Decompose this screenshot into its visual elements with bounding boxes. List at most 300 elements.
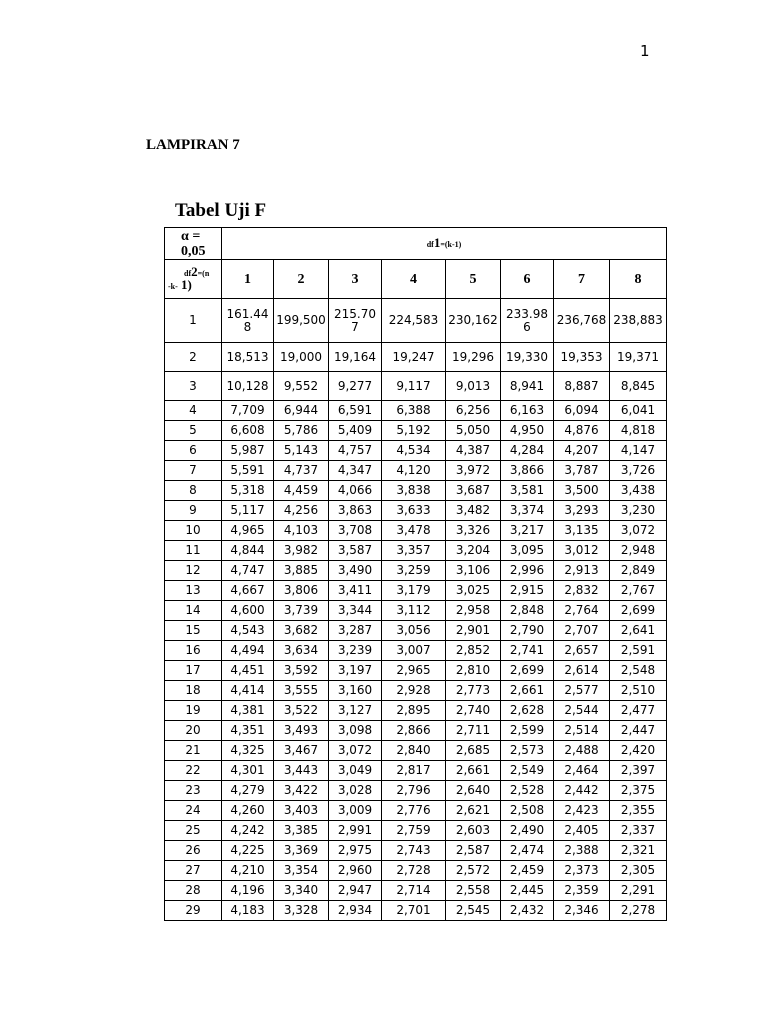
table-cell: 3,385 bbox=[274, 821, 329, 841]
table-cell: 3,478 bbox=[382, 521, 446, 541]
table-cell: 3,369 bbox=[274, 841, 329, 861]
table-cell: 2,790 bbox=[501, 621, 554, 641]
table-cell: 2,474 bbox=[501, 841, 554, 861]
table-cell: 2,848 bbox=[501, 601, 554, 621]
table-cell: 2,832 bbox=[554, 581, 610, 601]
table-cell: 2,388 bbox=[554, 841, 610, 861]
table-cell: 3,443 bbox=[274, 761, 329, 781]
table-row bbox=[165, 681, 667, 701]
row-df-label: 10 bbox=[165, 521, 222, 541]
table-cell: 2,895 bbox=[382, 701, 446, 721]
table-cell: 2,866 bbox=[382, 721, 446, 741]
table-cell: 3,787 bbox=[554, 461, 610, 481]
table-cell: 4,207 bbox=[554, 441, 610, 461]
df2-prefix: df bbox=[184, 269, 192, 278]
row-df-label: 7 bbox=[165, 461, 222, 481]
table-cell: 3,112 bbox=[382, 601, 446, 621]
row-df-label: 5 bbox=[165, 421, 222, 441]
df1-suffix: =(k-1) bbox=[440, 240, 462, 249]
page-number: 1 bbox=[640, 42, 650, 60]
row-df-label: 23 bbox=[165, 781, 222, 801]
column-header: 8 bbox=[610, 260, 667, 299]
table-cell: 5,143 bbox=[274, 441, 329, 461]
table-cell: 3,726 bbox=[610, 461, 667, 481]
table-cell: 4,284 bbox=[501, 441, 554, 461]
table-cell: 4,757 bbox=[329, 441, 382, 461]
table-cell: 2,840 bbox=[382, 741, 446, 761]
table-cell: 3,127 bbox=[329, 701, 382, 721]
row-df-label: 26 bbox=[165, 841, 222, 861]
row-df-label: 8 bbox=[165, 481, 222, 501]
table-row bbox=[165, 781, 667, 801]
table-cell: 3,072 bbox=[610, 521, 667, 541]
table-row bbox=[165, 861, 667, 881]
table-cell: 2,355 bbox=[610, 801, 667, 821]
table-cell: 2,699 bbox=[610, 601, 667, 621]
table-cell: 2,661 bbox=[446, 761, 501, 781]
df2-header bbox=[165, 260, 222, 299]
table-cell: 3,293 bbox=[554, 501, 610, 521]
table-cell: 2,373 bbox=[554, 861, 610, 881]
table-cell: 3,217 bbox=[501, 521, 554, 541]
df1-sub: 1 bbox=[433, 235, 441, 250]
table-cell: 2,707 bbox=[554, 621, 610, 641]
table-cell: 4,950 bbox=[501, 421, 554, 441]
table-cell: 4,876 bbox=[554, 421, 610, 441]
df2-line2a: -k- bbox=[168, 282, 178, 291]
table-cell: 2,464 bbox=[554, 761, 610, 781]
table-cell: 6,944 bbox=[274, 401, 329, 421]
table-cell: 3,863 bbox=[329, 501, 382, 521]
table-row bbox=[165, 461, 667, 481]
table-cell: 3,739 bbox=[274, 601, 329, 621]
table-row bbox=[165, 761, 667, 781]
row-df-label: 17 bbox=[165, 661, 222, 681]
table-cell: 2,591 bbox=[610, 641, 667, 661]
table-cell: 2,685 bbox=[446, 741, 501, 761]
table-cell: 3,687 bbox=[446, 481, 501, 501]
table-cell: 2,996 bbox=[501, 561, 554, 581]
table-cell: 3,354 bbox=[274, 861, 329, 881]
table-cell: 2,776 bbox=[382, 801, 446, 821]
table-cell: 215.707 bbox=[329, 299, 382, 343]
table-cell: 3,197 bbox=[329, 661, 382, 681]
table-cell: 224,583 bbox=[382, 299, 446, 343]
row-df-label: 18 bbox=[165, 681, 222, 701]
table-cell: 4,387 bbox=[446, 441, 501, 461]
table-cell: 6,388 bbox=[382, 401, 446, 421]
table-row bbox=[165, 372, 667, 401]
table-cell: 4,543 bbox=[222, 621, 274, 641]
table-row bbox=[165, 521, 667, 541]
table-cell: 3,806 bbox=[274, 581, 329, 601]
alpha-value: 0,05 bbox=[181, 243, 206, 259]
table-cell: 3,972 bbox=[446, 461, 501, 481]
table-cell: 8,941 bbox=[501, 372, 554, 401]
table-cell: 2,901 bbox=[446, 621, 501, 641]
table-cell: 2,965 bbox=[382, 661, 446, 681]
table-cell: 4,256 bbox=[274, 501, 329, 521]
table-cell: 4,414 bbox=[222, 681, 274, 701]
table-cell: 4,301 bbox=[222, 761, 274, 781]
table-cell: 2,337 bbox=[610, 821, 667, 841]
table-cell: 3,592 bbox=[274, 661, 329, 681]
table-row bbox=[165, 421, 667, 441]
table-cell: 2,740 bbox=[446, 701, 501, 721]
table-cell: 2,640 bbox=[446, 781, 501, 801]
table-cell: 2,759 bbox=[382, 821, 446, 841]
table-cell: 3,340 bbox=[274, 881, 329, 901]
table-cell: 3,179 bbox=[382, 581, 446, 601]
table-cell: 3,581 bbox=[501, 481, 554, 501]
column-header: 4 bbox=[382, 260, 446, 299]
row-df-label: 13 bbox=[165, 581, 222, 601]
table-cell: 3,490 bbox=[329, 561, 382, 581]
table-cell: 4,965 bbox=[222, 521, 274, 541]
table-row bbox=[165, 701, 667, 721]
table-cell: 3,633 bbox=[382, 501, 446, 521]
row-df-label: 15 bbox=[165, 621, 222, 641]
table-cell: 3,374 bbox=[501, 501, 554, 521]
table-row bbox=[165, 441, 667, 461]
table-cell: 5,786 bbox=[274, 421, 329, 441]
table-cell: 2,459 bbox=[501, 861, 554, 881]
table-cell: 2,321 bbox=[610, 841, 667, 861]
df2-sub: 2 bbox=[191, 264, 198, 279]
table-cell: 2,544 bbox=[554, 701, 610, 721]
row-df-label: 27 bbox=[165, 861, 222, 881]
table-cell: 2,991 bbox=[329, 821, 382, 841]
table-cell: 3,160 bbox=[329, 681, 382, 701]
row-df-label: 22 bbox=[165, 761, 222, 781]
row-df-label: 4 bbox=[165, 401, 222, 421]
table-cell: 3,357 bbox=[382, 541, 446, 561]
table-cell: 199,500 bbox=[274, 299, 329, 343]
table-cell: 3,009 bbox=[329, 801, 382, 821]
table-cell: 3,438 bbox=[610, 481, 667, 501]
table-cell: 2,305 bbox=[610, 861, 667, 881]
table-cell: 2,711 bbox=[446, 721, 501, 741]
table-cell: 2,420 bbox=[610, 741, 667, 761]
table-cell: 2,817 bbox=[382, 761, 446, 781]
table-cell: 2,934 bbox=[329, 901, 382, 921]
table-cell: 3,012 bbox=[554, 541, 610, 561]
table-cell: 2,528 bbox=[501, 781, 554, 801]
table-cell: 2,773 bbox=[446, 681, 501, 701]
table-cell: 2,796 bbox=[382, 781, 446, 801]
table-row bbox=[165, 481, 667, 501]
table-cell: 4,210 bbox=[222, 861, 274, 881]
table-cell: 6,608 bbox=[222, 421, 274, 441]
table-cell: 18,513 bbox=[222, 343, 274, 372]
table-row bbox=[165, 721, 667, 741]
table-cell: 3,885 bbox=[274, 561, 329, 581]
table-cell: 4,225 bbox=[222, 841, 274, 861]
table-cell: 2,548 bbox=[610, 661, 667, 681]
table-cell: 19,164 bbox=[329, 343, 382, 372]
alpha-cell bbox=[165, 228, 222, 260]
table-cell: 2,628 bbox=[501, 701, 554, 721]
table-cell: 5,050 bbox=[446, 421, 501, 441]
table-cell: 2,573 bbox=[501, 741, 554, 761]
table-cell: 3,467 bbox=[274, 741, 329, 761]
table-cell: 2,764 bbox=[554, 601, 610, 621]
table-cell: 2,405 bbox=[554, 821, 610, 841]
table-cell: 2,767 bbox=[610, 581, 667, 601]
table-row bbox=[165, 343, 667, 372]
row-df-label: 1 bbox=[165, 299, 222, 343]
table-row bbox=[165, 741, 667, 761]
table-cell: 2,375 bbox=[610, 781, 667, 801]
column-header: 5 bbox=[446, 260, 501, 299]
table-cell: 4,196 bbox=[222, 881, 274, 901]
column-header: 3 bbox=[329, 260, 382, 299]
table-cell: 4,120 bbox=[382, 461, 446, 481]
row-df-label: 19 bbox=[165, 701, 222, 721]
table-cell: 2,641 bbox=[610, 621, 667, 641]
table-cell: 4,242 bbox=[222, 821, 274, 841]
row-df-label: 2 bbox=[165, 343, 222, 372]
f-distribution-table bbox=[164, 227, 667, 921]
table-cell: 4,147 bbox=[610, 441, 667, 461]
table-cell: 2,490 bbox=[501, 821, 554, 841]
table-cell: 2,975 bbox=[329, 841, 382, 861]
appendix-heading: LAMPIRAN 7 bbox=[146, 137, 240, 153]
table-cell: 3,555 bbox=[274, 681, 329, 701]
table-cell: 3,328 bbox=[274, 901, 329, 921]
table-cell: 3,072 bbox=[329, 741, 382, 761]
table-cell: 238,883 bbox=[610, 299, 667, 343]
table-cell: 2,291 bbox=[610, 881, 667, 901]
row-df-label: 28 bbox=[165, 881, 222, 901]
table-cell: 2,913 bbox=[554, 561, 610, 581]
table-cell: 2,657 bbox=[554, 641, 610, 661]
table-row bbox=[165, 581, 667, 601]
column-header: 6 bbox=[501, 260, 554, 299]
table-cell: 8,845 bbox=[610, 372, 667, 401]
table-cell: 2,558 bbox=[446, 881, 501, 901]
table-cell: 7,709 bbox=[222, 401, 274, 421]
table-cell: 233.986 bbox=[501, 299, 554, 343]
table-cell: 2,442 bbox=[554, 781, 610, 801]
table-cell: 3,098 bbox=[329, 721, 382, 741]
table-cell: 3,204 bbox=[446, 541, 501, 561]
table-cell: 2,549 bbox=[501, 761, 554, 781]
table-cell: 2,508 bbox=[501, 801, 554, 821]
table-cell: 3,230 bbox=[610, 501, 667, 521]
table-cell: 2,432 bbox=[501, 901, 554, 921]
table-cell: 4,103 bbox=[274, 521, 329, 541]
alpha-row bbox=[165, 228, 667, 260]
table-cell: 2,948 bbox=[610, 541, 667, 561]
table-title: Tabel Uji F bbox=[175, 200, 267, 221]
table-cell: 2,928 bbox=[382, 681, 446, 701]
column-header-row bbox=[165, 260, 667, 299]
table-cell: 236,768 bbox=[554, 299, 610, 343]
table-cell: 3,028 bbox=[329, 781, 382, 801]
column-header: 2 bbox=[274, 260, 329, 299]
table-cell: 3,025 bbox=[446, 581, 501, 601]
table-cell: 2,359 bbox=[554, 881, 610, 901]
table-cell: 2,603 bbox=[446, 821, 501, 841]
table-cell: 3,106 bbox=[446, 561, 501, 581]
table-cell: 9,013 bbox=[446, 372, 501, 401]
table-cell: 2,445 bbox=[501, 881, 554, 901]
row-df-label: 12 bbox=[165, 561, 222, 581]
table-cell: 2,488 bbox=[554, 741, 610, 761]
table-row bbox=[165, 561, 667, 581]
table-cell: 2,572 bbox=[446, 861, 501, 881]
table-cell: 4,066 bbox=[329, 481, 382, 501]
row-df-label: 9 bbox=[165, 501, 222, 521]
table-cell: 6,256 bbox=[446, 401, 501, 421]
column-header: 7 bbox=[554, 260, 610, 299]
table-cell: 9,277 bbox=[329, 372, 382, 401]
table-cell: 4,844 bbox=[222, 541, 274, 561]
table-cell: 2,714 bbox=[382, 881, 446, 901]
table-cell: 2,477 bbox=[610, 701, 667, 721]
table-cell: 4,459 bbox=[274, 481, 329, 501]
table-cell: 5,591 bbox=[222, 461, 274, 481]
table-cell: 3,095 bbox=[501, 541, 554, 561]
table-row bbox=[165, 821, 667, 841]
table-cell: 5,117 bbox=[222, 501, 274, 521]
table-cell: 4,279 bbox=[222, 781, 274, 801]
table-cell: 4,818 bbox=[610, 421, 667, 441]
table-cell: 4,347 bbox=[329, 461, 382, 481]
row-df-label: 3 bbox=[165, 372, 222, 401]
table-row bbox=[165, 501, 667, 521]
table-cell: 4,325 bbox=[222, 741, 274, 761]
table-cell: 3,422 bbox=[274, 781, 329, 801]
table-row bbox=[165, 299, 667, 343]
table-row bbox=[165, 621, 667, 641]
table-row bbox=[165, 661, 667, 681]
table-row bbox=[165, 401, 667, 421]
table-cell: 4,494 bbox=[222, 641, 274, 661]
table-cell: 2,728 bbox=[382, 861, 446, 881]
table-cell: 2,741 bbox=[501, 641, 554, 661]
table-cell: 4,667 bbox=[222, 581, 274, 601]
table-cell: 4,737 bbox=[274, 461, 329, 481]
table-cell: 3,482 bbox=[446, 501, 501, 521]
table-cell: 2,699 bbox=[501, 661, 554, 681]
table-cell: 5,409 bbox=[329, 421, 382, 441]
table-cell: 3,682 bbox=[274, 621, 329, 641]
table-cell: 2,587 bbox=[446, 841, 501, 861]
table-cell: 10,128 bbox=[222, 372, 274, 401]
table-cell: 5,987 bbox=[222, 441, 274, 461]
table-cell: 2,915 bbox=[501, 581, 554, 601]
table-cell: 19,296 bbox=[446, 343, 501, 372]
table-cell: 2,599 bbox=[501, 721, 554, 741]
table-cell: 3,056 bbox=[382, 621, 446, 641]
table-cell: 19,353 bbox=[554, 343, 610, 372]
table-cell: 4,381 bbox=[222, 701, 274, 721]
df1-header bbox=[222, 228, 667, 260]
table-cell: 3,838 bbox=[382, 481, 446, 501]
table-cell: 2,958 bbox=[446, 601, 501, 621]
row-df-label: 21 bbox=[165, 741, 222, 761]
table-cell: 2,661 bbox=[501, 681, 554, 701]
table-cell: 3,866 bbox=[501, 461, 554, 481]
table-cell: 3,049 bbox=[329, 761, 382, 781]
table-cell: 19,330 bbox=[501, 343, 554, 372]
column-header: 1 bbox=[222, 260, 274, 299]
table-row bbox=[165, 901, 667, 921]
table-cell: 230,162 bbox=[446, 299, 501, 343]
table-row bbox=[165, 801, 667, 821]
table-cell: 3,403 bbox=[274, 801, 329, 821]
table-cell: 3,287 bbox=[329, 621, 382, 641]
table-cell: 3,326 bbox=[446, 521, 501, 541]
table-cell: 19,247 bbox=[382, 343, 446, 372]
row-df-label: 14 bbox=[165, 601, 222, 621]
table-cell: 4,747 bbox=[222, 561, 274, 581]
table-cell: 4,260 bbox=[222, 801, 274, 821]
table-cell: 2,397 bbox=[610, 761, 667, 781]
table-cell: 161.448 bbox=[222, 299, 274, 343]
table-cell: 4,600 bbox=[222, 601, 274, 621]
df2-suffix: =(n bbox=[197, 269, 210, 278]
table-cell: 9,117 bbox=[382, 372, 446, 401]
table-cell: 8,887 bbox=[554, 372, 610, 401]
table-cell: 6,094 bbox=[554, 401, 610, 421]
table-cell: 3,493 bbox=[274, 721, 329, 741]
row-df-label: 6 bbox=[165, 441, 222, 461]
alpha-label: α = bbox=[181, 228, 201, 244]
row-df-label: 29 bbox=[165, 901, 222, 921]
table-row bbox=[165, 881, 667, 901]
table-row bbox=[165, 541, 667, 561]
table-cell: 3,587 bbox=[329, 541, 382, 561]
table-row bbox=[165, 641, 667, 661]
row-df-label: 11 bbox=[165, 541, 222, 561]
table-cell: 5,318 bbox=[222, 481, 274, 501]
table-cell: 6,041 bbox=[610, 401, 667, 421]
table-cell: 2,423 bbox=[554, 801, 610, 821]
table-cell: 2,849 bbox=[610, 561, 667, 581]
table-cell: 2,614 bbox=[554, 661, 610, 681]
table-cell: 2,545 bbox=[446, 901, 501, 921]
row-df-label: 20 bbox=[165, 721, 222, 741]
table-cell: 9,552 bbox=[274, 372, 329, 401]
table-cell: 3,344 bbox=[329, 601, 382, 621]
table-cell: 3,411 bbox=[329, 581, 382, 601]
table-cell: 2,447 bbox=[610, 721, 667, 741]
table-cell: 2,810 bbox=[446, 661, 501, 681]
table-cell: 4,534 bbox=[382, 441, 446, 461]
table-cell: 3,634 bbox=[274, 641, 329, 661]
table-cell: 2,510 bbox=[610, 681, 667, 701]
table-cell: 2,278 bbox=[610, 901, 667, 921]
table-cell: 2,852 bbox=[446, 641, 501, 661]
df1-prefix: df bbox=[426, 240, 434, 249]
table-cell: 3,259 bbox=[382, 561, 446, 581]
table-cell: 3,708 bbox=[329, 521, 382, 541]
table-cell: 3,135 bbox=[554, 521, 610, 541]
table-cell: 4,451 bbox=[222, 661, 274, 681]
table-cell: 19,371 bbox=[610, 343, 667, 372]
df2-line2b: 1) bbox=[177, 277, 192, 292]
table-cell: 4,183 bbox=[222, 901, 274, 921]
table-cell: 2,743 bbox=[382, 841, 446, 861]
table-cell: 6,163 bbox=[501, 401, 554, 421]
row-df-label: 24 bbox=[165, 801, 222, 821]
row-df-label: 16 bbox=[165, 641, 222, 661]
table-cell: 2,514 bbox=[554, 721, 610, 741]
table-cell: 3,982 bbox=[274, 541, 329, 561]
